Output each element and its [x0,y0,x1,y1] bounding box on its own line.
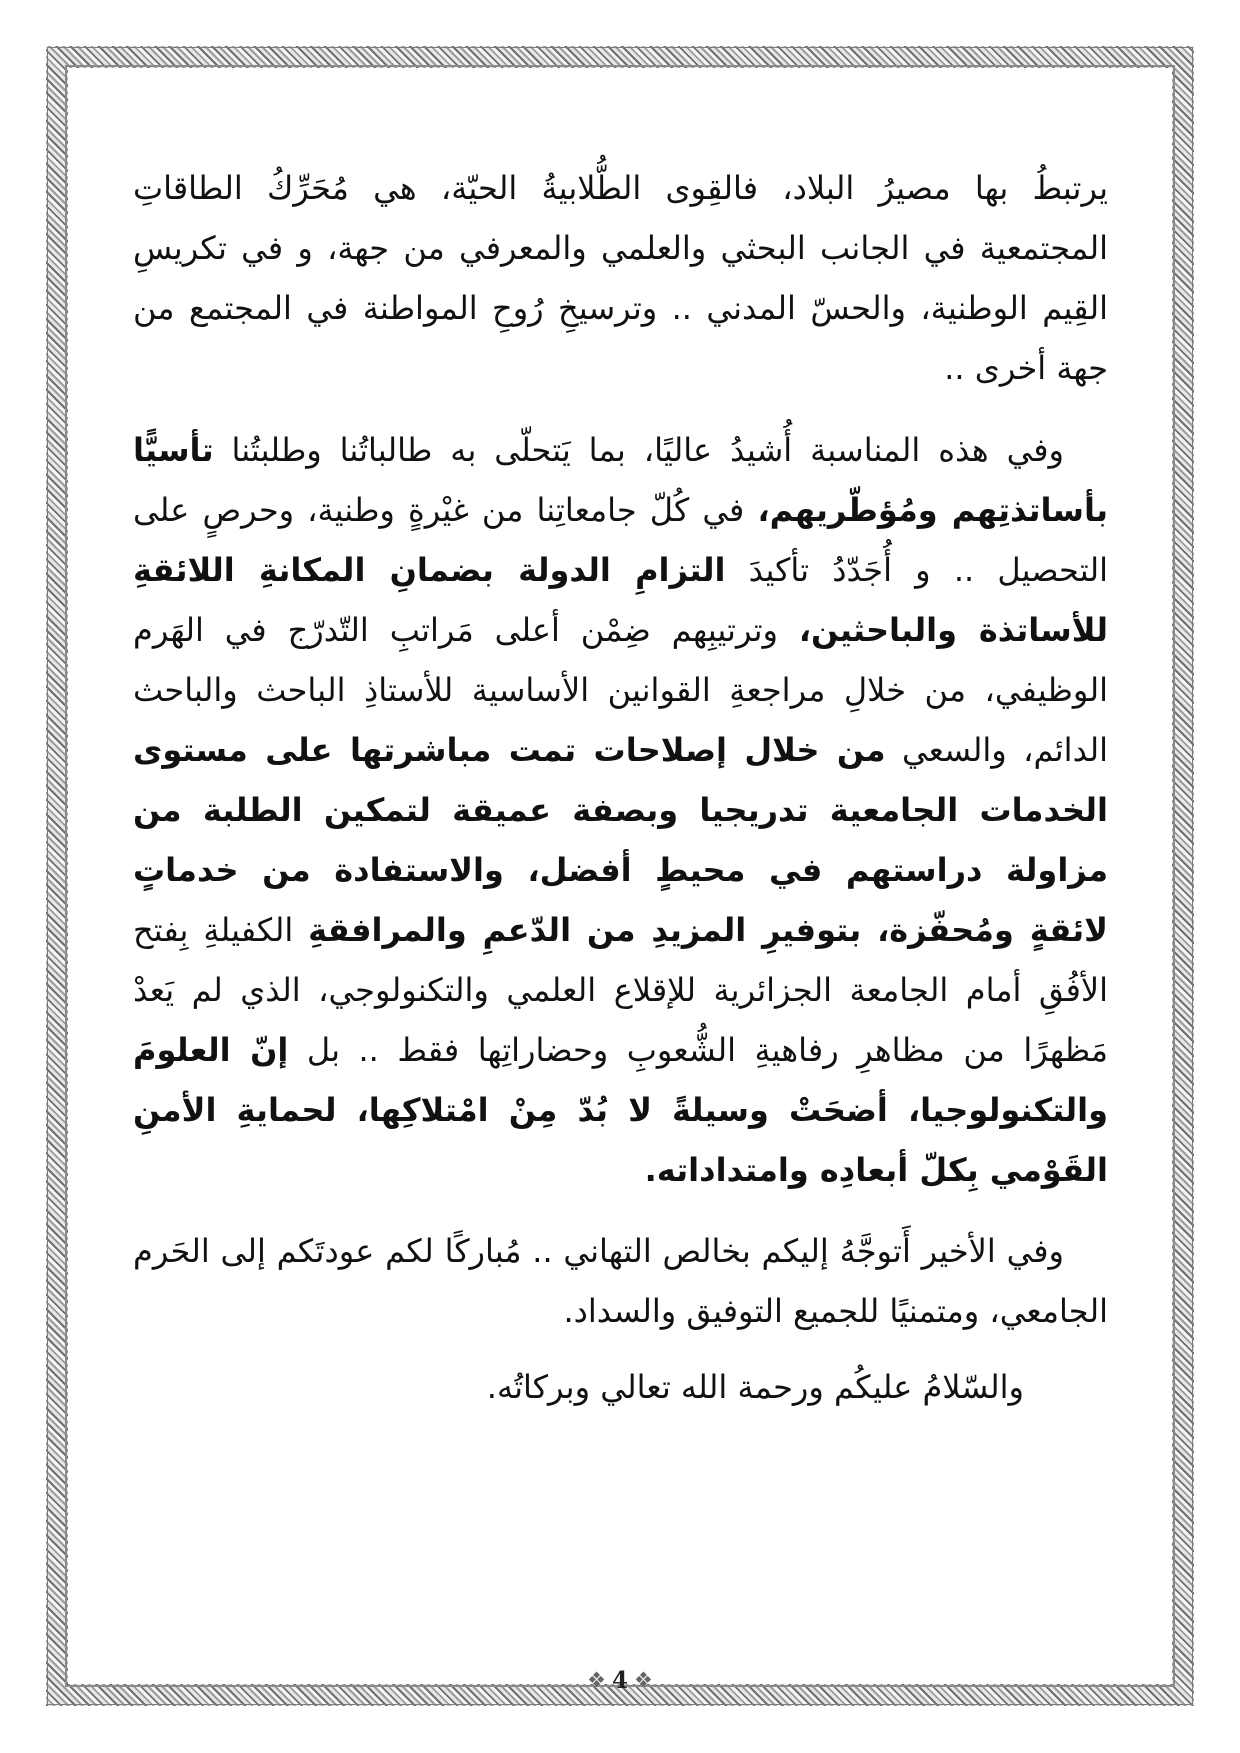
right-ornament-icon: ❖ [587,1668,606,1692]
speech-text-segment: وفي هذه المناسبة أُشيدُ عاليًا، بما يَتحلّى به طالباتُنا وطلبتُنا [213,431,1064,469]
closing-salutation: والسّلامُ عليكُم ورحمة الله تعالي وبركاتُه. [486,1368,1024,1406]
speech-text-segment: في كُلّ جامعاتِنا من غيْرةٍ وطنية، وحرصٍ على التحصيل .. و أُجَدّدُ تأكيدَ [133,491,1108,589]
bold-speech-segment: التزامِ الدولة بضمانِ المكانةِ اللائقةِ للأساتذة والباحثين، [133,551,1109,649]
page-number-ornament [560,1658,680,1702]
left-ornament-icon: ❖ [634,1668,653,1692]
arabic-speech-page-content [133,158,1108,1417]
speech-text-segment: الكفيلةِ بِفتح الأفُقِ أمام الجامعة الجزائرية للإقلاع العلمي والتكنولوجي، الذي لم يَعدْ مَظهرًا من مظاهرِ رفاهيةِ الشُّعوبِ وحضاراتِها فقط .. بل [133,911,1109,1069]
bold-speech-segment: إنّ العلومَ والتكنولوجيا، أضحَتْ وسيلةً لا بُدّ مِنْ امْتلاكِها، لحمايةِ الأمنِ القَوْمي بِكلّ أبعادِه وامتداداته. [133,1031,1108,1189]
main-speech-paragraph [133,420,1108,1200]
final-greeting-paragraph: وفي الأخير أَتوجَّهُ إليكم بخالص التهاني .. مُباركًا لكم عودتَكم إلى الحَرم الجامعي، ومتمنيًا للجميع التوفيق والسداد. [133,1232,1108,1330]
bold-speech-segment: من خلال إصلاحات تمت مباشرتها على مستوى الخدمات الجامعية تدريجيا وبصفة عميقة لتمكين الطلبة من مزاولة دراستهم في محيطٍ أفضل، والاستفادة من خدماتٍ لائقةٍ ومُحفّزة، بتوفيرِ المزيدِ من الدّعمِ والمرافقةِ [133,731,1108,949]
bold-speech-segment: تأسيًّا بأساتذتِهم ومُؤطّريهم، [133,431,1109,529]
page-number: 4 [612,1666,629,1694]
speech-text-segment: وترتيبِهم ضِمْن أعلى مَراتبِ التّدرّج في الهَرم الوظيفي، من خلالِ مراجعةِ القوانين الأساسية للأستاذِ الباحث والباحث الدائم، والسعي [133,611,1109,769]
opening-paragraph: يرتبطُ بها مصيرُ البلاد، فالقِوى الطُّلابيةُ الحيّة، هي مُحَرِّكُ الطاقاتِ المجتمعية في الجانب البحثي والعلمي والمعرفي من جهة، و في تكريسِ القِيم الوطنية، والحسّ المدني .. وترسيخِ رُوحِ المواطنة في المجتمع من جهة أخرى .. [133,169,1108,387]
